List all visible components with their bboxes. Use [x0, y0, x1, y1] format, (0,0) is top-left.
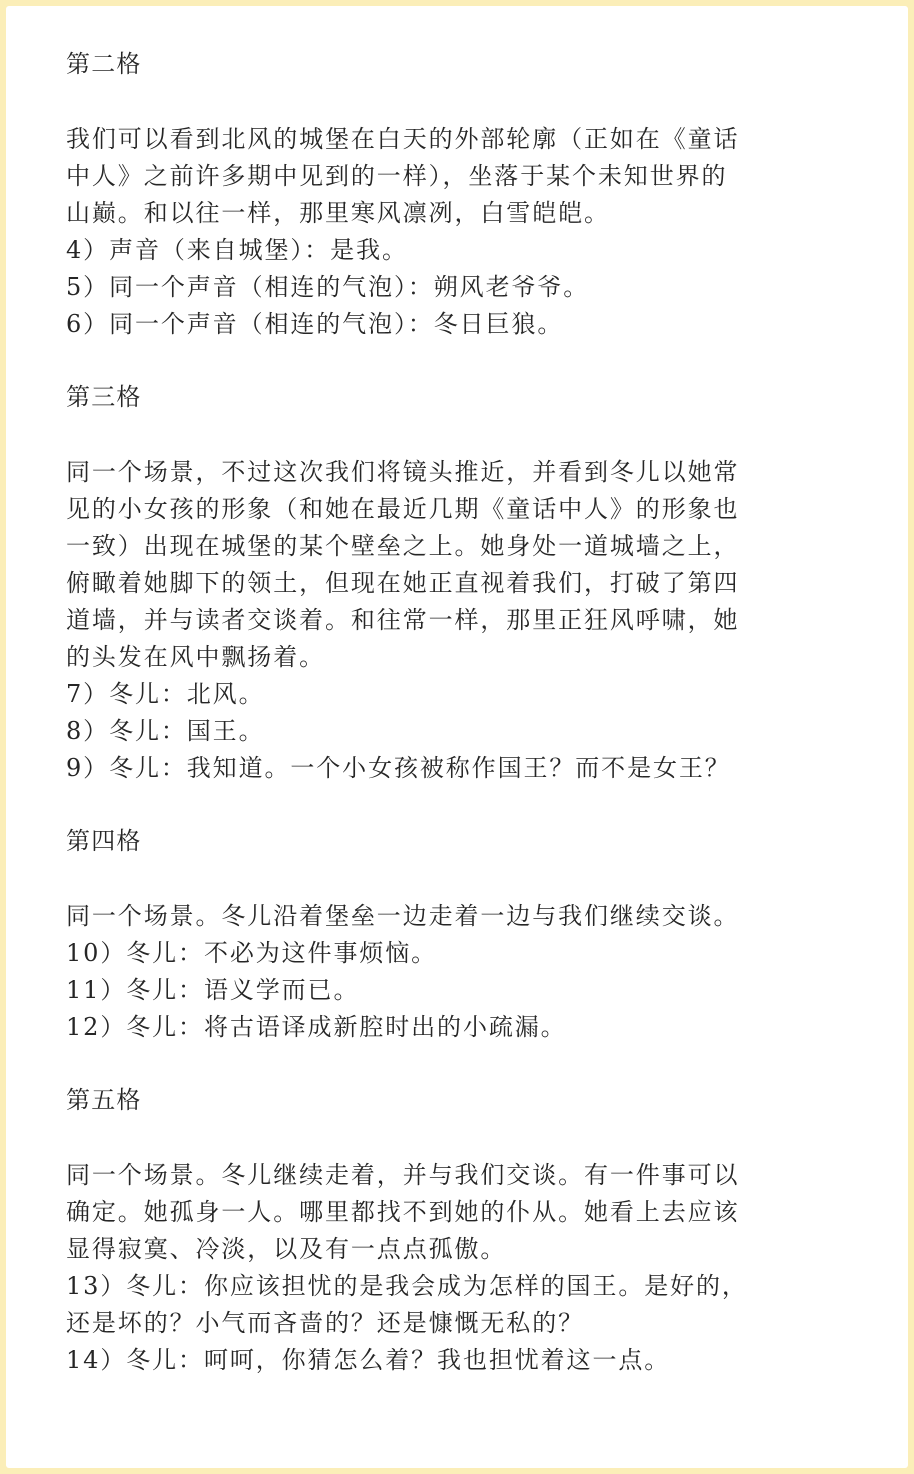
- panel-section-2: [66, 46, 866, 343]
- text-line: 显得寂寞、冷淡，以及有一点点孤傲。: [66, 1235, 507, 1263]
- dialogue-line: 12）冬儿：将古语译成新腔时出的小疏漏。: [66, 1013, 567, 1041]
- panel-body: [66, 121, 866, 343]
- script-content: [66, 46, 866, 1379]
- text-line: 中人》之前许多期中见到的一样），坐落于某个未知世界的: [66, 162, 728, 190]
- text-line: 一致）出现在城堡的某个壁垒之上。她身处一道城墙之上，: [66, 532, 740, 560]
- dialogue-line: 10）冬儿：不必为这件事烦恼。: [66, 939, 438, 967]
- text-line: 我们可以看到北风的城堡在白天的外部轮廓（正如在《童话: [66, 125, 740, 153]
- document-page: [6, 6, 908, 1468]
- text-line: 同一个场景。冬儿继续走着，并与我们交谈。有一件事可以: [66, 1161, 740, 1189]
- panel-heading: 第四格: [66, 827, 142, 855]
- text-line: 同一个场景，不过这次我们将镜头推近，并看到冬儿以她常: [66, 458, 740, 486]
- dialogue-line: 11）冬儿：语义学而已。: [66, 976, 360, 1004]
- panel-section-5: [66, 1082, 866, 1379]
- panel-heading: 第三格: [66, 383, 142, 411]
- dialogue-line: 还是坏的？小气而吝啬的？还是慷慨无私的？: [66, 1309, 584, 1337]
- dialogue-line: 14）冬儿：呵呵，你猜怎么着？我也担忧着这一点。: [66, 1346, 671, 1374]
- dialogue-line: 7）冬儿：北风。: [66, 680, 265, 708]
- text-line: 道墙，并与读者交谈着。和往常一样，那里正狂风呼啸，她: [66, 606, 740, 634]
- text-line: 俯瞰着她脚下的领土，但现在她正直视着我们，打破了第四: [66, 569, 740, 597]
- panel-section-3: [66, 379, 866, 787]
- panel-body: [66, 898, 866, 1046]
- text-line: 山巅。和以往一样，那里寒风凛冽，白雪皑皑。: [66, 199, 610, 227]
- panel-heading: 第二格: [66, 50, 142, 78]
- dialogue-line: 4）声音（来自城堡）：是我。: [66, 236, 408, 264]
- panel-heading: 第五格: [66, 1086, 142, 1114]
- panel-body: [66, 454, 866, 787]
- dialogue-line: 5）同一个声音（相连的气泡）：朔风老爷爷。: [66, 273, 590, 301]
- dialogue-line: 13）冬儿：你应该担忧的是我会成为怎样的国王。是好的，: [66, 1272, 748, 1300]
- panel-body: [66, 1157, 866, 1379]
- text-line: 确定。她孤身一人。哪里都找不到她的仆从。她看上去应该: [66, 1198, 740, 1226]
- dialogue-line: 8）冬儿：国王。: [66, 717, 265, 745]
- text-line: 见的小女孩的形象（和她在最近几期《童话中人》的形象也: [66, 495, 740, 523]
- dialogue-line: 6）同一个声音（相连的气泡）：冬日巨狼。: [66, 310, 564, 338]
- dialogue-line: 9）冬儿：我知道。一个小女孩被称作国王？而不是女王？: [66, 754, 731, 782]
- text-line: 的头发在风中飘扬着。: [66, 643, 325, 671]
- panel-section-4: [66, 823, 866, 1046]
- text-line: 同一个场景。冬儿沿着堡垒一边走着一边与我们继续交谈。: [66, 902, 740, 930]
